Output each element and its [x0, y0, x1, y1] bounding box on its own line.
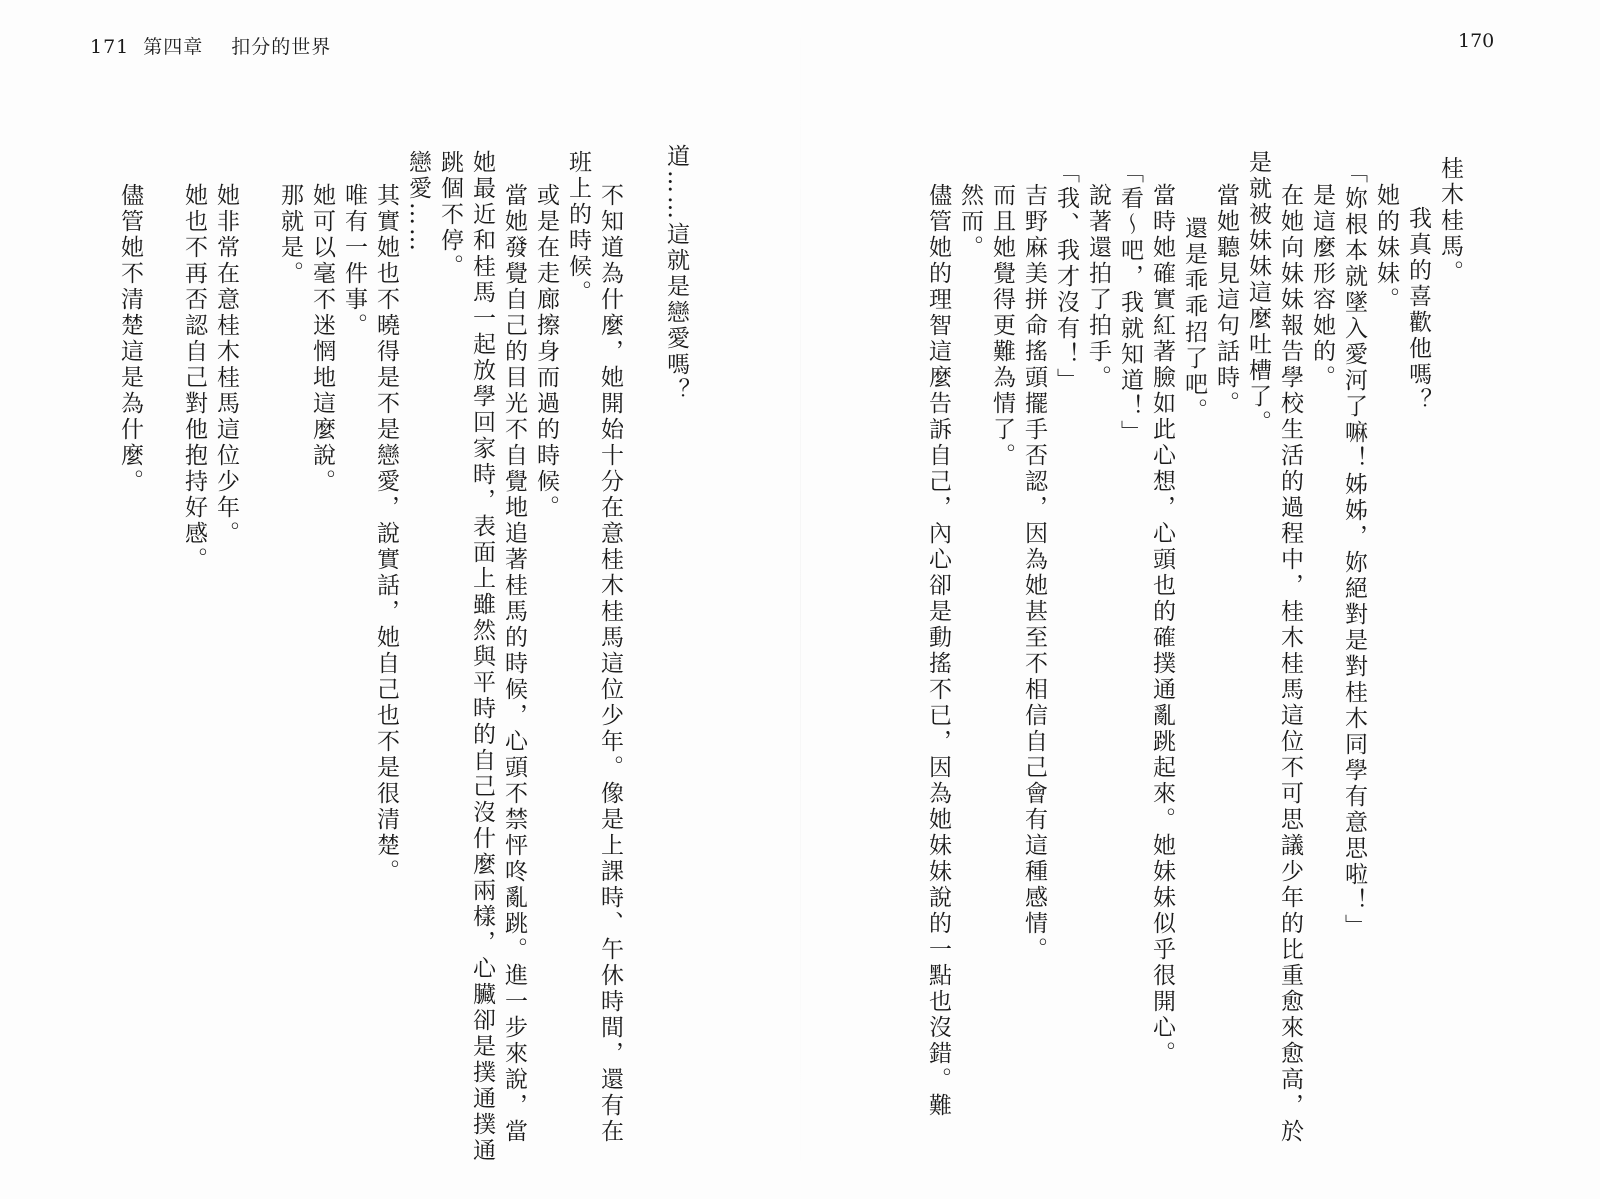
text-column: 她最近和桂馬一起放學回家時，表面上雖然與平時的自己沒什麼兩樣，心臟卻是撲通撲通: [469, 150, 495, 1164]
text-column: 儘管她不清楚這是為什麼。: [117, 183, 143, 495]
text-column: 她非常在意桂木桂馬這位少年。: [213, 183, 239, 547]
text-column: 其實她也不曉得是不是戀愛，說實話，她自己也不是很清楚。: [373, 183, 399, 885]
text-column: 「妳根本就墜入愛河了嘛！姊姊，妳絕對是對桂木同學有意思啦！」: [1341, 160, 1367, 940]
text-column: 在她向妹妹報告學校生活的過程中，桂木桂馬這位不可思議少年的比重愈來愈高，於: [1277, 183, 1303, 1145]
text-column: 她的妹妹。: [1373, 183, 1399, 313]
text-column: 還是乖乖招了吧。: [1181, 216, 1207, 424]
chapter-label: 第四章: [143, 36, 204, 58]
text-column: 當時她確實紅著臉如此心想，心頭也的確撲通亂跳起來。她妹妹似乎很開心。: [1149, 183, 1175, 1067]
left-page-number: 171: [90, 36, 130, 58]
text-column: 班上的時候。: [565, 150, 591, 306]
text-column: 「我、我才沒有！」: [1053, 160, 1079, 394]
text-column: 吉野麻美拼命搖頭擺手否認，因為她甚至不相信自己會有這種感情。: [1021, 183, 1047, 963]
chapter-title: 扣分的世界: [231, 36, 332, 58]
text-column: 「看～吧，我就知道！」: [1117, 160, 1143, 446]
text-column: 說著還拍了拍手。: [1085, 183, 1111, 391]
text-column: 或是在走廊擦身而過的時候。: [533, 183, 559, 521]
text-column: 道……這就是戀愛嗎？: [663, 144, 689, 404]
right-page-number: 170: [1458, 30, 1495, 52]
text-column: 那就是。: [277, 183, 303, 287]
text-column: 我真的喜歡他嗎？: [1405, 206, 1431, 414]
page-gutter: [800, 0, 801, 1199]
text-column: 當她聽見這句話時。: [1213, 183, 1239, 417]
text-column: 是這麼形容她的。: [1309, 183, 1335, 391]
text-column: 然而。: [957, 183, 983, 261]
text-column: 她可以毫不迷惘地這麼說。: [309, 183, 335, 495]
text-column: 跳個不停。: [437, 150, 463, 280]
text-column: 她也不再否認自己對他抱持好感。: [181, 183, 207, 573]
text-column: 桂木桂馬。: [1437, 156, 1463, 286]
left-page-header: [90, 32, 331, 59]
text-column: 唯有一件事。: [341, 183, 367, 339]
text-column: 不知道為什麼，她開始十分在意桂木桂馬這位少年。像是上課時、午休時間，還有在: [597, 183, 623, 1145]
text-column: 儘管她的理智這麼告訴自己，內心卻是動搖不已，因為她妹妹說的一點也沒錯。難: [925, 183, 951, 1119]
text-column: 當她發覺自己的目光不自覺地追著桂馬的時候，心頭不禁怦咚亂跳。進一步來說，當: [501, 183, 527, 1145]
text-column: 戀愛……: [405, 150, 431, 254]
text-column: 而且她覺得更難為情了。: [989, 183, 1015, 469]
text-column: 是就被妹妹這麼吐槽了。: [1245, 150, 1271, 436]
